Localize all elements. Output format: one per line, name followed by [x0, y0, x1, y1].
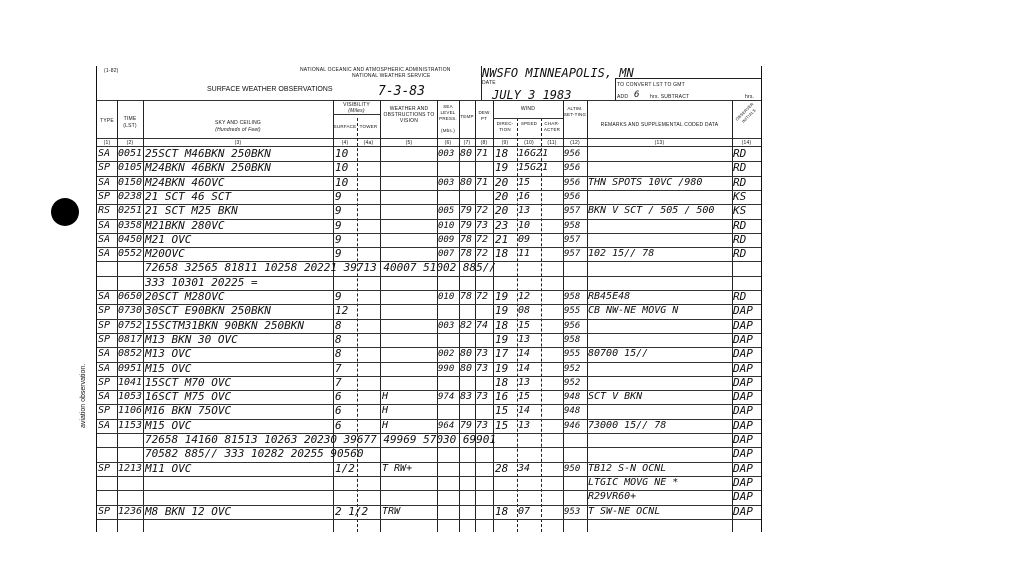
cell-sky: M13 OVC [145, 347, 192, 361]
cell-dir: 15 [495, 418, 509, 432]
cell-alt: 948 [564, 392, 581, 403]
cell-vis: 8 [335, 318, 342, 332]
cell-dir: 19 [495, 304, 509, 318]
header-surface: SURFACE [333, 124, 357, 129]
cell-type: SA [98, 233, 111, 245]
header-wind-char: CHAR-ACTER [543, 121, 561, 132]
cell-init: DAP [733, 390, 753, 404]
cell-dir: 18 [495, 504, 509, 518]
row-rule [97, 233, 761, 234]
cell-temp: 82 [460, 319, 473, 331]
cell-spd: 34 [518, 462, 531, 474]
cell-dir: 21 [495, 232, 509, 246]
cell-spd: 11 [518, 248, 531, 260]
cell-vis: 9 [335, 218, 342, 232]
cell-time: 1041 [118, 376, 143, 388]
cell-spd: 13 [518, 205, 531, 217]
add-value: 6 [634, 90, 640, 100]
subtract-label: hrs. SUBTRACT [650, 94, 690, 100]
cell-spd: 08 [518, 305, 531, 317]
cell-spd: 15 [518, 391, 531, 403]
cell-sky: M8 BKN 12 OVC [145, 504, 232, 518]
cell-sky: 72658 14160 81513 10263 20230 39677 49969 57030 69901 [145, 433, 496, 446]
agency-line-1: NATIONAL OCEANIC AND ATMOSPHERIC ADMINISTRATION [300, 67, 451, 73]
cell-press: 990 [438, 363, 455, 374]
cell-rmk: THN SPOTS 10VC /980 [588, 176, 703, 188]
cell-rmk: 73000 15// 78 [588, 419, 667, 431]
cell-init: DAP [733, 361, 753, 375]
cell-sky: M21BKN 280VC [145, 218, 225, 232]
cell-init: DAP [733, 418, 753, 432]
cell-spd: 15 [518, 319, 531, 331]
cell-dew: 73 [476, 219, 489, 231]
header-time: TIME [123, 116, 137, 122]
cell-init: RD [733, 175, 747, 189]
date-label: DATE [482, 80, 496, 86]
column-number: (6) [444, 140, 452, 146]
cell-vis: 7 [335, 361, 342, 375]
cell-dew: 71 [476, 176, 489, 188]
cell-sky: 30SCT E90BKN 250BKN [145, 304, 271, 318]
binder-hole [51, 198, 79, 226]
cell-temp: 79 [460, 219, 473, 231]
column-number-rule [97, 138, 761, 139]
cell-sky: M24BKN 46BKN 250BKN [145, 161, 271, 175]
cell-dir: 20 [495, 175, 509, 189]
cell-spd: 13 [518, 419, 531, 431]
cell-init: DAP [733, 304, 753, 318]
cell-type: SP [98, 405, 111, 417]
cell-type: SP [98, 319, 111, 331]
cell-type: SP [98, 462, 111, 474]
cell-rmk: CB NW-NE MOVG N [588, 305, 679, 317]
header-temp: TEMP [460, 114, 474, 119]
cell-time: 0450 [118, 233, 143, 245]
cell-sky: 70582 885// 333 10282 20255 90560 [145, 447, 364, 461]
cell-time: 0552 [118, 248, 143, 260]
cell-init: RD [733, 161, 747, 175]
cell-spd: 07 [518, 505, 531, 517]
column-number: (2) [126, 140, 134, 146]
cell-init: DAP [733, 447, 753, 461]
cell-time: 0650 [118, 291, 143, 302]
column-number: (12) [570, 140, 580, 146]
cell-press: 003 [438, 177, 455, 188]
header-visibility-sub: (Miles) [348, 108, 365, 114]
cell-dir: 28 [495, 461, 509, 475]
column-number: (3) [234, 140, 242, 146]
column-number: (10) [524, 140, 534, 146]
cell-time: 0951 [118, 362, 143, 374]
cell-sky: 333 10301 20225 = [145, 275, 258, 289]
cell-vis: 7 [335, 375, 342, 389]
add-label: ADD [617, 94, 629, 100]
cell-sky: 20SCT M28OVC [145, 290, 225, 303]
column-number: (13) [654, 140, 665, 146]
header-type: TYPE [100, 118, 114, 124]
cell-init: KS [733, 189, 747, 203]
cell-alt: 950 [564, 463, 581, 474]
cell-rmk: T SW-NE OCNL [588, 505, 661, 517]
form-number: (1-82) [104, 68, 119, 74]
convert-label: TO CONVERT LST TO GMT [617, 82, 685, 88]
cell-press: 002 [438, 349, 455, 360]
cell-vis: 12 [335, 304, 349, 318]
cell-init: DAP [733, 475, 753, 489]
cell-sky: 21 SCT M25 BKN [145, 204, 238, 218]
cell-dir: 19 [495, 332, 509, 346]
cell-sky: M24BKN 46OVC [145, 175, 225, 189]
cell-time: 0817 [118, 333, 143, 345]
cell-rmk: R29VR60+ [588, 491, 637, 503]
cell-alt: 958 [564, 334, 581, 345]
cell-press: 009 [438, 234, 455, 245]
cell-type: SP [98, 333, 111, 345]
cell-temp: 83 [460, 391, 473, 403]
cell-press: 010 [438, 220, 455, 231]
cell-sky: M21 OVC [145, 232, 192, 246]
cell-time: 1236 [118, 505, 143, 517]
cell-dir: 19 [495, 290, 509, 303]
cell-alt: 957 [564, 234, 581, 245]
cell-time: 0051 [118, 148, 143, 159]
cell-init: RD [733, 290, 747, 303]
cell-temp: 80 [460, 148, 473, 159]
cell-spd: 13 [518, 333, 531, 345]
cell-rmk: RB45E48 [588, 291, 631, 302]
cell-vis: 1/2 [335, 461, 355, 475]
cell-dir: 15 [495, 404, 509, 418]
cell-alt: 955 [564, 349, 581, 360]
col-rule-speed [541, 118, 542, 532]
cell-time: 1053 [118, 391, 143, 403]
cell-init: DAP [733, 375, 753, 389]
cell-wx: H [382, 419, 389, 431]
cell-sky: M20OVC [145, 247, 185, 261]
cell-dir: 20 [495, 189, 509, 203]
cell-init: DAP [733, 318, 753, 332]
cell-init: RD [733, 147, 747, 160]
col-rule-sealevel [459, 100, 460, 532]
cell-init: KS [733, 204, 747, 218]
cell-init: RD [733, 218, 747, 232]
header-wind-speed: SPEED [520, 121, 538, 126]
side-note: aviation observation. [80, 363, 87, 428]
cell-temp: 80 [460, 362, 473, 374]
cell-dew: 73 [476, 419, 489, 431]
cell-type: SP [98, 305, 111, 317]
cell-spd: 14 [518, 362, 531, 374]
cell-type: SA [98, 219, 111, 231]
col-rule-tower [380, 100, 381, 532]
cell-alt: 956 [564, 163, 581, 174]
header-wind: WIND [520, 106, 536, 112]
cell-type: SA [98, 391, 111, 403]
cell-temp: 80 [460, 348, 473, 360]
cell-press: 003 [438, 149, 455, 159]
col-rule-weather [437, 100, 438, 532]
col-rule-surface [357, 118, 358, 532]
cell-wx: TRW [382, 505, 401, 517]
header-sea-level-sub: (Mbs.) [441, 128, 455, 133]
row-rule [97, 490, 761, 491]
cell-time: 1106 [118, 405, 143, 417]
cell-alt: 956 [564, 149, 581, 159]
cell-vis: 6 [335, 418, 342, 432]
cell-type: SP [98, 162, 111, 174]
cell-vis: 8 [335, 332, 342, 346]
cell-temp: 78 [460, 233, 473, 245]
cell-init: DAP [733, 461, 753, 475]
header-time-sub: (LST) [123, 123, 137, 129]
cell-type: SP [98, 505, 111, 517]
cell-temp: 78 [460, 248, 473, 260]
cell-dir: 16 [495, 390, 509, 404]
cell-rmk: 102 15// 78 [588, 248, 655, 260]
cell-alt: 956 [564, 191, 581, 202]
cell-dir: 20 [495, 204, 509, 218]
cell-type: SA [98, 291, 111, 302]
cell-rmk: SCT V BKN [588, 391, 643, 403]
station-name: NWSFO MINNEAPOLIS, MN [482, 66, 634, 80]
cell-alt: 953 [564, 506, 581, 517]
cell-sky: 15SCT M70 OVC [145, 375, 232, 389]
cell-type: SA [98, 176, 111, 188]
column-number: (4a) [363, 140, 374, 146]
cell-type: SP [98, 190, 111, 202]
cell-press: 007 [438, 249, 455, 260]
column-number: (7) [463, 140, 471, 146]
agency-line-2: NATIONAL WEATHER SERVICE [352, 73, 431, 79]
cell-sky: 16SCT M75 OVC [145, 390, 232, 404]
cell-time: 0852 [118, 348, 143, 360]
cell-vis: 8 [335, 347, 342, 361]
column-number: (1) [103, 140, 111, 146]
cell-dir: 19 [495, 161, 509, 175]
header-wind-dir: DIREC-TION [496, 121, 514, 132]
wind-subheader-rule [493, 118, 563, 119]
column-number: (14) [741, 140, 752, 146]
cell-sky: M13 BKN 30 OVC [145, 332, 238, 346]
cell-type: SA [98, 362, 111, 374]
cell-time: 0251 [118, 205, 143, 217]
cell-temp: 79 [460, 205, 473, 217]
cell-dew: 73 [476, 391, 489, 403]
cell-dew: 71 [476, 148, 489, 159]
cell-vis: 6 [335, 404, 342, 418]
cell-sky: 21 SCT 46 SCT [145, 189, 232, 203]
cell-press: 010 [438, 292, 455, 302]
cell-wx: H [382, 391, 389, 403]
cell-init: RD [733, 232, 747, 246]
cell-dew: 73 [476, 348, 489, 360]
cell-alt: 946 [564, 420, 581, 431]
cell-alt: 948 [564, 406, 581, 417]
cell-vis: 2 1/2 [335, 504, 369, 518]
col-rule-temp [475, 100, 476, 532]
cell-sky: 25SCT M46BKN 250BKN [145, 147, 271, 160]
cell-dir: 17 [495, 347, 509, 361]
cell-wx: H [382, 405, 389, 417]
column-number: (9) [501, 140, 509, 146]
column-number: (4) [341, 140, 349, 146]
cell-init: DAP [733, 433, 753, 446]
cell-dew: 72 [476, 205, 489, 217]
row-rule [97, 247, 761, 248]
cell-spd: 14 [518, 405, 531, 417]
cell-time: 0238 [118, 190, 143, 202]
header-remarks: REMARKS AND SUPPLEMENTAL CODED DATA [600, 122, 719, 128]
cell-init: DAP [733, 504, 753, 518]
cell-vis: 9 [335, 247, 342, 261]
cell-alt: 956 [564, 320, 581, 331]
cell-time: 1213 [118, 462, 143, 474]
cell-dew: 73 [476, 362, 489, 374]
convert-box [615, 78, 762, 101]
column-number: (11) [547, 140, 557, 146]
cell-dir: 18 [495, 318, 509, 332]
row-rule [97, 362, 761, 363]
cell-alt: 952 [564, 377, 581, 388]
cell-init: DAP [733, 490, 753, 504]
cell-init: DAP [733, 347, 753, 361]
cell-wx: T RW+ [382, 462, 413, 474]
column-number: (5) [405, 140, 413, 146]
cell-sky: M16 BKN 75OVC [145, 404, 232, 418]
cell-init: RD [733, 247, 747, 261]
header-dew: DEW PT [478, 110, 490, 121]
cell-sky: M15 OVC [145, 418, 192, 432]
cell-alt: 958 [564, 220, 581, 231]
cell-dew: 74 [476, 319, 489, 331]
cell-type: SA [98, 348, 111, 360]
cell-spd: 16G21 [518, 148, 549, 159]
header-weather: WEATHER AND OBSTRUCTIONS TO VISION [383, 106, 435, 124]
cell-press: 005 [438, 206, 455, 217]
cell-init: DAP [733, 404, 753, 418]
col-rule-dew [493, 100, 494, 532]
col-rule-sky [333, 100, 334, 532]
cell-sky: M11 OVC [145, 461, 192, 475]
cell-spd: 15 [518, 176, 531, 188]
cell-spd: 16 [518, 190, 531, 202]
header-visibility: VISIBILITY [343, 102, 370, 108]
date-value: JULY 3 1983 [492, 88, 572, 102]
form-title: SURFACE WEATHER OBSERVATIONS [207, 86, 333, 93]
header-sea-level: SEA LEVEL PRESS. [439, 104, 457, 121]
cell-dew: 72 [476, 248, 489, 260]
cell-spd: 12 [518, 291, 531, 302]
cell-vis: 10 [335, 175, 349, 189]
header-sky-sub: (Hundreds of Feet) [215, 127, 261, 133]
column-number: (8) [480, 140, 488, 146]
cell-alt: 957 [564, 249, 581, 260]
cell-alt: 955 [564, 306, 581, 317]
cell-alt: 956 [564, 177, 581, 188]
cell-vis: 6 [335, 390, 342, 404]
cell-alt: 952 [564, 363, 581, 374]
cell-alt: 957 [564, 206, 581, 217]
cell-vis: 10 [335, 161, 349, 175]
cell-press: 964 [438, 420, 455, 431]
cell-vis: 10 [335, 147, 349, 160]
cell-dir: 18 [495, 247, 509, 261]
cell-rmk: 80700 15// [588, 348, 649, 360]
cell-type: RS [98, 205, 111, 217]
cell-vis: 9 [335, 232, 342, 246]
cell-spd: 15G21 [518, 162, 549, 174]
cell-vis: 9 [335, 189, 342, 203]
cell-type: SA [98, 248, 111, 260]
cell-type: SP [98, 376, 111, 388]
header-initials: OBSERVER INITIALS [734, 101, 757, 124]
cell-time: 1153 [118, 419, 143, 431]
cell-rmk: BKN V SCT / 505 / 500 [588, 205, 715, 217]
cell-time: 0730 [118, 305, 143, 317]
cell-dir: 19 [495, 361, 509, 375]
cell-spd: 09 [518, 233, 531, 245]
cell-dew: 72 [476, 233, 489, 245]
cell-vis: 9 [335, 204, 342, 218]
cell-sky: 72658 32565 81811 10258 20221 39713 40007 51002 885// [145, 261, 496, 275]
title-date: 7-3-83 [378, 84, 425, 99]
col-rule-time [143, 100, 144, 532]
cell-press: 974 [438, 392, 455, 403]
cell-dir: 18 [495, 375, 509, 389]
observation-form [96, 66, 762, 532]
header-altim: ALTIM. SET-TING [563, 106, 587, 117]
cell-temp: 80 [460, 176, 473, 188]
cell-alt: 958 [564, 292, 581, 302]
cell-type: SA [98, 419, 111, 431]
cell-temp: 78 [460, 291, 473, 302]
cell-sky: 15SCTM31BKN 90BKN 250BKN [145, 318, 304, 332]
cell-time: 0752 [118, 319, 143, 331]
header-tower: TOWER [359, 124, 378, 129]
cell-type: SA [98, 148, 111, 159]
cell-rmk: LTGIC MOVG NE * [588, 476, 679, 488]
cell-time: 0105 [118, 162, 143, 174]
cell-dew: 72 [476, 291, 489, 302]
cell-press: 003 [438, 320, 455, 331]
cell-spd: 14 [518, 348, 531, 360]
cell-vis: 9 [335, 290, 342, 303]
row-rule [97, 347, 761, 348]
cell-time: 0150 [118, 176, 143, 188]
cell-dir: 23 [495, 218, 509, 232]
cell-rmk: TB12 S-N OCNL [588, 462, 667, 474]
hrs-label: hrs. [745, 94, 755, 100]
cell-sky: M15 OVC [145, 361, 192, 375]
cell-dir: 18 [495, 147, 509, 160]
row-rule [97, 519, 761, 520]
header-sky: SKY AND CEILING [215, 120, 261, 126]
cell-temp: 79 [460, 419, 473, 431]
vis-subheader-rule [333, 114, 380, 115]
cell-time: 0358 [118, 219, 143, 231]
cell-init: DAP [733, 332, 753, 346]
cell-spd: 10 [518, 219, 531, 231]
cell-spd: 13 [518, 376, 531, 388]
